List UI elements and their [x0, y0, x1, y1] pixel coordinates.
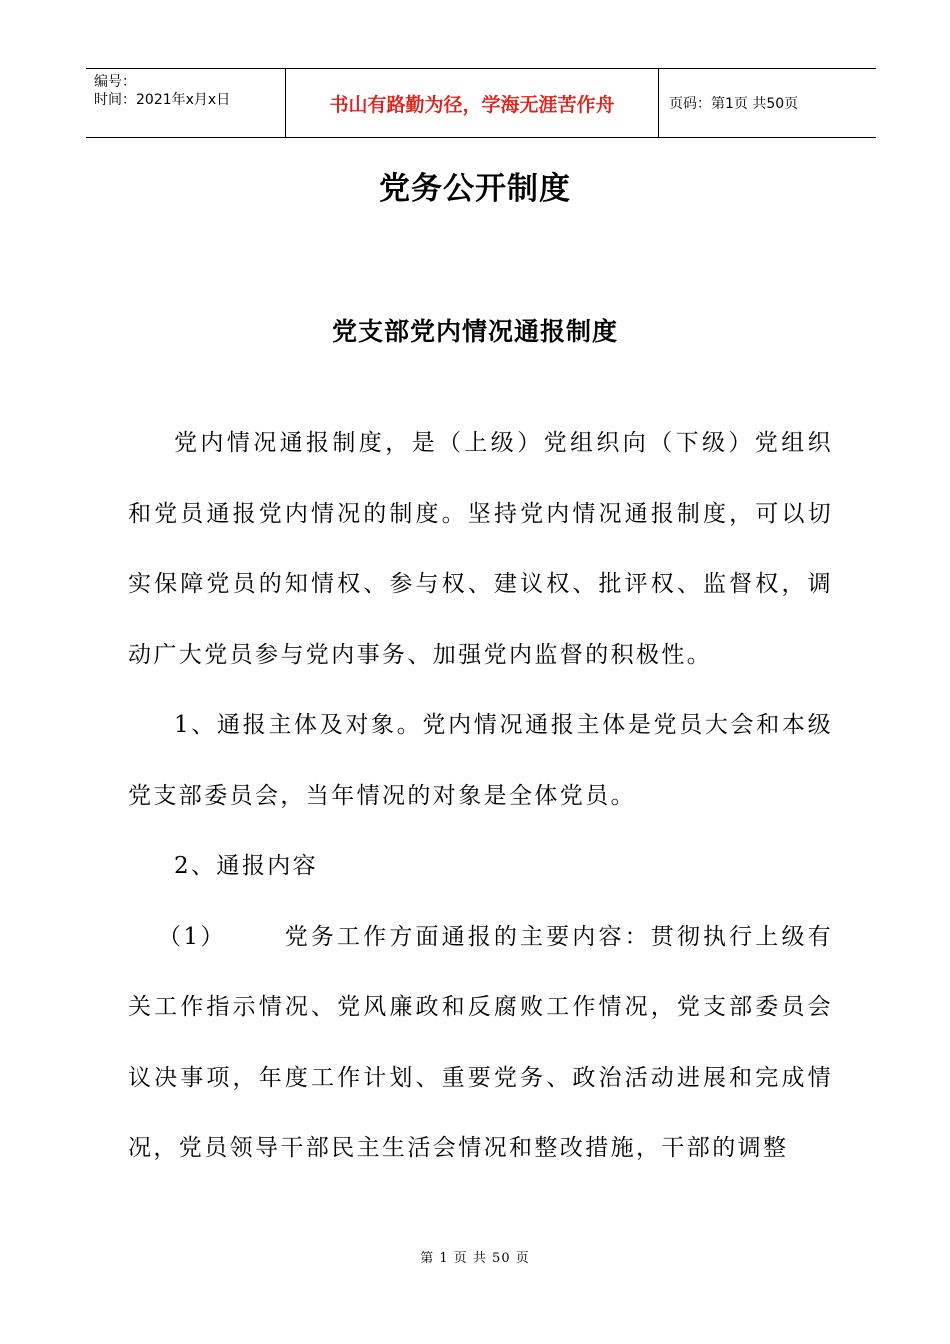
paragraph-content-heading: 2、通报内容: [174, 853, 319, 879]
header-motto-cell: [286, 69, 659, 137]
number-label: 编号：: [94, 74, 136, 90]
paragraph-item-1: [110, 902, 833, 1184]
item-text: 党务工作方面通报的主要内容：贯彻执行上级有关工作指示情况、党风廉政和反腐败工作情况，党支部委员会议决事项，年度工作计划、重要党务、政治活动进展和完成情况，党员领导干部民主生活会情况和整改措施，干部的调整: [128, 923, 833, 1161]
time-label: 时间：2021年x月x日: [94, 92, 231, 108]
header-meta-cell: [86, 69, 286, 137]
document-title: 党务公开制度: [379, 171, 571, 207]
paragraph-intro: 党内情况通报制度，是（上级）党组织向（下级）党组织和党员通报党内情况的制度。坚持党内情况通报制度，可以切实保障党员的知情权、参与权、建议权、批评权、监督权，调动广大党员参与党内事务、加强党内监督的积极性。: [128, 430, 833, 668]
page-footer: 第 1 页 共 50 页: [420, 1251, 530, 1266]
header-page-cell: [659, 69, 876, 137]
motto-text: 书山有路勤为径，学海无涯苦作舟: [329, 93, 615, 116]
paragraph-subject: 1、通报主体及对象。党内情况通报主体是党员大会和本级党支部委员会，当年情况的对象是全体党员。: [128, 712, 833, 809]
item-number: （1）: [158, 923, 226, 950]
page-info: 页码：第1页 共50页: [669, 96, 799, 112]
page-header: [86, 68, 876, 138]
section-title: 党支部党内情况通报制度: [331, 317, 618, 346]
document-body: [128, 408, 833, 1184]
